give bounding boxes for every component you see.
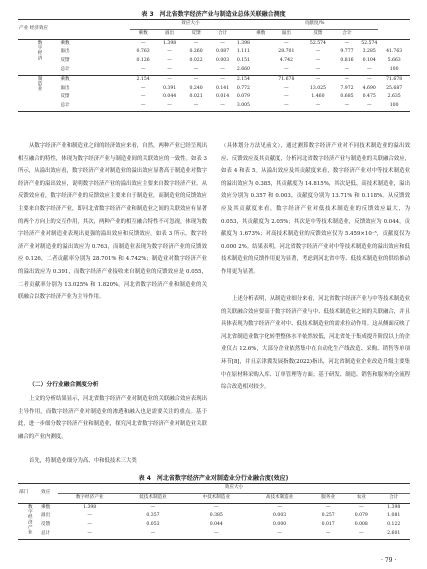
column-gap (251, 48, 271, 57)
table-cell: — (315, 76, 321, 82)
table-cell: — (167, 76, 172, 82)
column-gap (251, 102, 271, 111)
column-gap (251, 93, 271, 102)
table-cell: 2.635 (387, 94, 401, 100)
table4 (18, 483, 410, 540)
table-cell: 3.005 (236, 103, 250, 109)
table-cell: — (277, 504, 282, 510)
table-cell: 0.044 (209, 522, 223, 528)
col-header: 中技术制造业 (202, 494, 231, 500)
row-label: 总计 (41, 531, 51, 537)
table-cell: — (284, 94, 289, 100)
row-label: 乘数 (60, 76, 70, 82)
table-cell: — (220, 67, 225, 73)
table-cell: — (167, 49, 172, 55)
table-row (18, 85, 410, 94)
table-cell: 0.014 (215, 94, 230, 100)
table-cell: — (220, 76, 225, 82)
table-cell: 0.151 (236, 58, 250, 64)
table3 (18, 19, 410, 112)
table-cell: 0.079 (236, 94, 250, 100)
table-cell: — (344, 67, 350, 73)
col-header: 合计 (217, 30, 228, 36)
table-cell: 1.398 (387, 504, 401, 510)
body-paragraph: （具体划分方法见前文），通过测算数字经济产业对不同技术制造业的溢出效应、反馈效应及其贡献度，分析河北省数字经济产业与制造业的关联融合效应，如表 4 和表 5。从溢出效应及其贡献度来看，数字经济产业对中等技术制造业的溢出效应为 0.385，其贡献度为 14.815%，其次是低、高技术制造业，溢出效应分别为 0.357 和 0.003，贡献度分别为 13.71% 和 0.118%。从反馈效应及其贡献度来看，数字经济产业对低技术制造业的反馈效应最大，为 0.053，其贡献度为 2.05%；其次是中等技术制造业，反馈效应为 0.044，贡献度为 1.673%；对高技术制造业的反馈效应仅为 5.459×10⁻⁵，贡献度仅为 0.000 2%。结果表明，河北省数字经济产业对中等技术制造业的溢出效应和低技术制造业的反馈作用更为显著，考虑到河北省中等、低技术制造业的供给推动作用更为显著。 (221, 143, 410, 275)
table-cell: — (213, 504, 219, 510)
row-label: 溢出 (60, 85, 70, 91)
table-cell: 0.053 (146, 522, 160, 528)
row-label: 总计 (60, 67, 70, 73)
table-cell: 0.816 (340, 58, 354, 64)
table-cell: — (315, 67, 321, 73)
table-cell: 0.022 (189, 58, 203, 64)
table-cell: 0.008 (354, 522, 368, 528)
table-cell: 0.260 (189, 49, 203, 55)
col-header: 高技术制造业 (265, 494, 294, 500)
table4-caption: 表 4 河北省数字经济产业对制造业分行业融合度(效应) (138, 475, 289, 482)
table-cell: 71.678 (278, 76, 295, 82)
table-cell: 0.044 (163, 94, 177, 100)
table4-block-label: 数字经济产业 (18, 503, 40, 539)
col-header: 合计 (389, 494, 399, 500)
table3-group-a: 效应大小 (130, 20, 251, 30)
table-cell: — (344, 76, 350, 82)
table-cell: — (167, 103, 172, 109)
table-row (18, 530, 410, 539)
row-label: 乘数 (41, 504, 51, 510)
table-cell: 0.357 (146, 513, 160, 519)
table-cell: 100 (389, 67, 399, 73)
row-label: 反馈 (60, 94, 70, 100)
body-paragraph: 首先，将制造业细分为高、中和低技术三大类 (29, 458, 137, 464)
col-header: 农业 (356, 494, 366, 500)
table-cell: — (284, 40, 289, 46)
table-cell: — (193, 76, 199, 82)
table-cell: — (220, 40, 225, 46)
table-cell: — (315, 58, 321, 64)
table3-corner: 产业 经济效应 (18, 20, 130, 40)
table-cell: 52.574 (309, 40, 326, 46)
table-cell: 0.003 (273, 513, 287, 519)
col-header (360, 29, 378, 39)
table-row (18, 75, 410, 84)
table-cell: 0.763 (136, 49, 150, 55)
col-header: 低技术制造业 (139, 494, 167, 500)
col-header: 溢出 (281, 30, 291, 36)
table-cell: 0.021 (189, 94, 203, 100)
table-cell: — (193, 67, 199, 73)
column-gap (251, 57, 271, 66)
table-cell: — (140, 67, 146, 73)
table-cell: 0.104 (362, 58, 376, 64)
table3-block1-label: 数字经济 (18, 39, 59, 75)
table3-group-b: 贡献度/% (251, 20, 378, 30)
table-cell: — (87, 531, 92, 537)
table-cell: — (315, 103, 321, 109)
col-header: 乘数 (256, 30, 266, 36)
table-row (18, 512, 410, 521)
table-cell: — (284, 67, 289, 73)
table-cell: 5.663 (387, 58, 401, 64)
table-cell: 0.000 (273, 522, 287, 528)
table-cell: 1.398 (236, 40, 250, 46)
table-cell: 0.003 (215, 58, 230, 64)
table-row (18, 39, 410, 48)
col-header: 服务业 (321, 494, 336, 500)
table-cell: — (87, 513, 92, 519)
table-cell: 1.111 (236, 49, 250, 55)
table-cell: 25.687 (386, 85, 403, 91)
table-cell: 4.742 (279, 58, 293, 64)
table4-group: 效应大小 (58, 484, 410, 494)
column-gap (251, 75, 271, 84)
table-cell: 0.391 (163, 85, 177, 91)
table-cell: 1.460 (311, 94, 325, 100)
table3-caption: 表 3 河北省数字经济产业与制造业总体关联融合测度 (141, 11, 286, 18)
table-cell: — (150, 504, 156, 510)
table-cell: — (325, 531, 331, 537)
table4-corner-a: 部门 (18, 484, 40, 504)
table-cell: 52.574 (361, 40, 378, 46)
col-header: 合计 (342, 30, 352, 36)
table-cell: — (358, 504, 364, 510)
table-cell: — (140, 85, 146, 91)
table-cell: — (140, 40, 146, 46)
table-cell: 13.025 (309, 85, 326, 91)
table-cell: 2.601 (387, 531, 401, 537)
table-cell: 0.685 (340, 94, 354, 100)
table-cell: 9.777 (340, 49, 354, 55)
col-header (236, 29, 251, 39)
table-cell: — (150, 531, 156, 537)
table-cell: 0.385 (209, 513, 223, 519)
column-gap (251, 66, 271, 75)
table-cell: 2.660 (236, 67, 250, 73)
table-row (18, 503, 410, 512)
col-header: 数字经济产业 (75, 494, 104, 500)
table3-block2-label: 制造业 (18, 75, 59, 111)
row-label: 总计 (60, 103, 70, 109)
table-cell: — (284, 85, 289, 91)
body-paragraph: 上文的分析结果显示，河北省数字经济产业对制造业的关联融合效应表现出主导作用，而数字经济产业对制造业的渗透和融入也是需要关注的重点。基于此，进一步细分数字经济产业和制造业，探究河北省数字经济产业对制造业关联融合的产业内测度。 (18, 396, 207, 440)
table-row (18, 102, 410, 111)
col-header: 乘数 (138, 30, 148, 36)
row-label: 溢出 (41, 513, 51, 519)
table-cell: — (344, 40, 350, 46)
table-cell: 1.398 (163, 40, 177, 46)
table-cell: 0.772 (236, 85, 250, 91)
table-cell: 0.087 (215, 49, 230, 55)
table-row (18, 521, 410, 530)
table-cell: 0.475 (362, 94, 376, 100)
table-cell: — (366, 76, 372, 82)
row-label: 反馈 (60, 58, 70, 64)
column-gap (251, 85, 271, 94)
row-label: 溢出 (60, 49, 70, 55)
table-cell: 4.690 (362, 85, 376, 91)
table-cell: — (140, 94, 146, 100)
table-cell: 1.081 (387, 513, 401, 519)
row-label: 反馈 (41, 522, 51, 528)
table-cell: 0.079 (354, 513, 368, 519)
table-cell: — (366, 103, 372, 109)
table-cell: — (315, 49, 321, 55)
page-number: · 79 · (381, 557, 397, 564)
table-row (18, 57, 410, 66)
table-cell: 0.017 (321, 522, 335, 528)
table-cell: 0.126 (136, 58, 150, 64)
table-cell: 7.972 (340, 85, 354, 91)
table-cell: — (193, 40, 199, 46)
table-cell: — (366, 67, 372, 73)
table-cell: — (167, 58, 172, 64)
table-cell: — (140, 103, 146, 109)
table-cell: 0.141 (215, 85, 230, 91)
table-cell: 3.285 (362, 49, 376, 55)
table-cell: 100 (389, 103, 399, 109)
table-cell: 41.763 (386, 49, 403, 55)
col-header: 反馈 (313, 30, 323, 36)
table-cell: 28.701 (278, 49, 295, 55)
section-heading: （二）分行业融合测度分析 (29, 382, 99, 388)
table-cell: 1.398 (83, 504, 97, 510)
table-cell: — (220, 103, 225, 109)
row-label: 乘数 (60, 40, 70, 46)
table-cell: 0.122 (387, 522, 401, 528)
table-row (18, 66, 410, 75)
table-cell: — (213, 531, 219, 537)
table-cell: — (277, 531, 282, 537)
table-cell: — (358, 531, 364, 537)
table-row (18, 48, 410, 57)
table-cell: — (167, 67, 172, 73)
table-cell: — (284, 103, 289, 109)
table-row (18, 93, 410, 102)
table4-corner-b: 效应 (40, 484, 58, 504)
body-paragraph: 从数字经济产业和制造业之间的经济效应来看，自然，两种产业已经呈现出相互融合的特性，体现为数字经济产业与制造业间的关联效应的一致性。如表 3 所示，从溢出效应看，数字经济产业对制造业的溢出效应显著高于制造业对数字经济产业的溢出效应，说明数字经济产业的溢出效应主要来自数字经济产业。从反馈效应看，数字经济产业的反馈效应主要来自于制造业，而制造业的反馈效应主要来自数字经济产业，即河北省数字经济产业和制造业之间的关联效应有显著的两个方向上的交互作用，其次，两种产业的相互融合特性不可忽视，体现为数字经济产业对制造业表现出更强的溢出效应和反馈效应。如表 3 所示，数字经济产业对制造业的溢出效应为 0.763，而制造业表现为数字经济产业的反馈效应 0.126，二者贡献率分别为 28.701% 和 4.742%；制造业对数字经济产业的溢出效应为 0.391，而数字经济产业接收来自制造业的反馈效应是 0.055，二者贡献率分别为 13.025% 和 1.820%。河北省数字经济产业和制造业的关联融合以数字经济产业为主导作用。 (18, 143, 207, 301)
table-cell: — (325, 504, 331, 510)
col-header: 溢出 (165, 30, 175, 36)
table-cell: — (87, 522, 92, 528)
table-cell: 71.678 (386, 76, 403, 82)
col-header: 反馈 (191, 30, 201, 36)
table-cell: 0.240 (189, 85, 203, 91)
column-gap (251, 39, 271, 48)
table-cell: 2.154 (136, 76, 150, 82)
table-cell: 0.257 (321, 513, 335, 519)
body-paragraph: 上述分析表明，从制造业细分来看，河北省数字经济产业与中等技术制造业的关联融合效应要高于数字经济产业与中、低技术制造业之间的关联融合，并且具体表现为数字经济产业对中、低技术制造业的需求拉动作用。这从侧面反映了河北省制造业数字化转型整体水平依然较低，河北省处于集成提升阶段以上的企业仅占 12.6%，大部分企业依然集中在自动化生产线改造、采购、销售等单项环节[8]，并且京津冀发展指数(2022)指出，河北省制造业企业改造升级主要集中在原材料采购入库、订单管理等方面；基于研发、制造、销售和服务的全流程综合改造相对较少。 (221, 296, 410, 391)
table-cell: — (344, 103, 350, 109)
table-cell: — (193, 103, 199, 109)
table-cell: 2.154 (236, 76, 250, 82)
